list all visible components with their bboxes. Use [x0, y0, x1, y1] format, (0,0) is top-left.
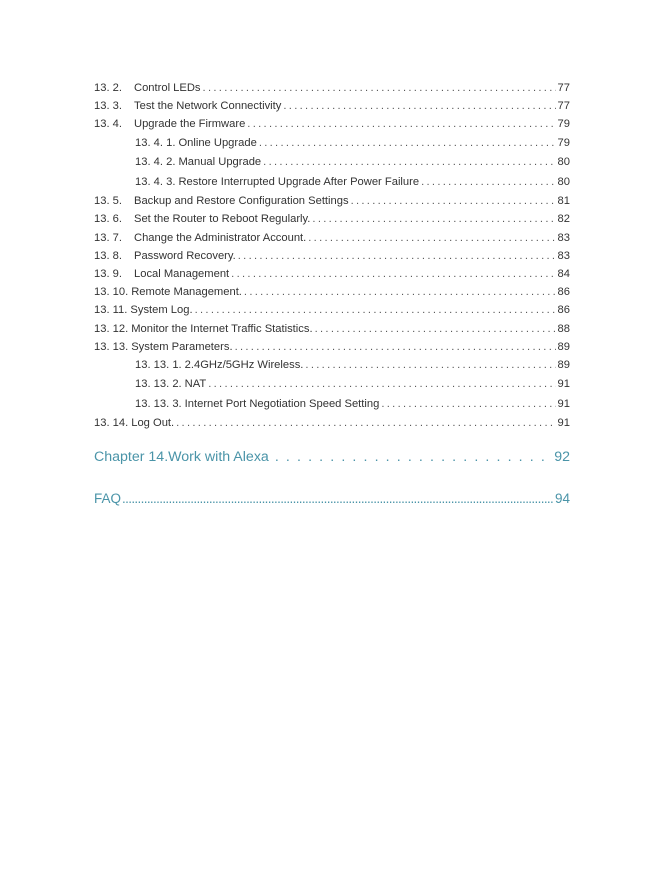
- toc-entry-page: 79: [557, 136, 570, 149]
- toc-entry-13-13-2[interactable]: [135, 375, 570, 395]
- toc-entry-number: 13. 10.: [94, 286, 129, 299]
- dot-leader: [244, 283, 556, 301]
- toc-entry-number: 13. 4. 1.: [135, 136, 176, 149]
- toc-entry-13-4-3[interactable]: [135, 173, 570, 193]
- dot-leader: [203, 79, 556, 97]
- toc-entry-page: 89: [557, 340, 570, 353]
- toc-entry-number: 13. 4.: [94, 118, 122, 131]
- faq-page: 94: [554, 490, 570, 506]
- toc-entry-page: 84: [557, 267, 570, 280]
- toc-entry-13-13-1[interactable]: [135, 356, 570, 376]
- toc-entry-number: 13. 14.: [94, 417, 129, 430]
- toc-entry-page: 80: [557, 175, 570, 188]
- table-of-contents: [94, 79, 570, 506]
- toc-entry-title: NAT: [184, 378, 207, 391]
- toc-entry-number: 13. 11.: [94, 304, 128, 317]
- dot-leader: [195, 301, 556, 319]
- toc-entry-title: Log Out.: [131, 417, 175, 430]
- toc-entry-title: Monitor the Internet Traffic Statistics.: [131, 322, 313, 335]
- toc-entry-13-10[interactable]: [94, 283, 570, 301]
- toc-entry-number: 13. 4. 2.: [135, 156, 176, 169]
- toc-entry-title: Manual Upgrade: [178, 156, 262, 169]
- dot-leader: [235, 338, 556, 356]
- chapter-title: Chapter 14.Work with Alexa: [94, 448, 269, 465]
- dot-leader: [259, 134, 556, 154]
- toc-entry-number: 13. 3.: [94, 100, 122, 113]
- dot-leader: [263, 153, 555, 173]
- toc-entry-title: System Log.: [130, 304, 193, 317]
- dot-leader: [315, 320, 556, 338]
- dot-leader: [238, 247, 556, 265]
- toc-faq[interactable]: [94, 491, 570, 506]
- dot-leader: [421, 173, 555, 193]
- dot-leader: [305, 356, 555, 376]
- toc-entry-13-13[interactable]: [94, 338, 570, 356]
- dot-leader: [275, 449, 548, 465]
- toc-entry-13-4[interactable]: [94, 115, 570, 133]
- dot-leader: [231, 265, 555, 283]
- toc-entry-page: 77: [557, 100, 570, 113]
- toc-entry-title: Remote Management.: [131, 286, 242, 299]
- toc-chapter-14[interactable]: [94, 449, 570, 471]
- toc-entry-number: 13. 13. 1.: [135, 358, 182, 371]
- toc-entry-title: Online Upgrade: [178, 136, 257, 149]
- toc-entry-page: 91: [557, 417, 570, 430]
- dot-leader: [208, 375, 555, 395]
- toc-entry-page: 83: [557, 231, 570, 244]
- chapter-page: 92: [554, 448, 570, 465]
- toc-entry-page: 80: [557, 156, 570, 169]
- toc-entry-13-13-3[interactable]: [135, 395, 570, 415]
- dot-leader: [122, 491, 554, 506]
- toc-entry-title: Set the Router to Reboot Regularly.: [134, 213, 311, 226]
- toc-entry-title: Internet Port Negotiation Speed Setting: [184, 397, 380, 410]
- toc-entry-title: 2.4GHz/5GHz Wireless.: [184, 358, 304, 371]
- toc-entry-13-7[interactable]: [94, 229, 570, 247]
- toc-entry-page: 83: [557, 249, 570, 262]
- toc-entry-page: 89: [557, 358, 570, 371]
- dot-leader: [351, 192, 556, 210]
- dot-leader: [308, 229, 555, 247]
- toc-entry-page: 82: [557, 213, 570, 226]
- toc-entry-title: Password Recovery.: [134, 249, 236, 262]
- toc-entry-13-3[interactable]: [94, 97, 570, 115]
- dot-leader: [176, 414, 555, 432]
- toc-entry-page: 91: [557, 397, 570, 410]
- toc-entry-13-6[interactable]: [94, 210, 570, 228]
- toc-entry-title: Local Management: [134, 267, 230, 280]
- toc-entry-number: 13. 5.: [94, 195, 122, 208]
- toc-entry-number: 13. 7.: [94, 231, 122, 244]
- toc-entry-13-14[interactable]: [94, 414, 570, 432]
- toc-entry-number: 13. 13.: [94, 340, 129, 353]
- toc-entry-13-12[interactable]: [94, 320, 570, 338]
- toc-entry-13-11[interactable]: [94, 301, 570, 319]
- toc-entry-page: 86: [557, 304, 570, 317]
- dot-leader: [283, 97, 555, 115]
- toc-entry-title: Upgrade the Firmware: [134, 118, 246, 131]
- toc-entry-number: 13. 2.: [94, 82, 122, 94]
- toc-entry-title: Change the Administrator Account.: [134, 231, 307, 244]
- toc-entry-number: 13. 8.: [94, 249, 122, 262]
- toc-entry-page: 81: [557, 195, 570, 208]
- toc-entry-13-2[interactable]: [94, 79, 570, 97]
- dot-leader: [381, 395, 555, 415]
- toc-entry-13-4-1[interactable]: [135, 134, 570, 154]
- toc-entry-number: 13. 4. 3.: [135, 175, 176, 188]
- toc-entry-number: 13. 12.: [94, 322, 129, 335]
- toc-entry-13-5[interactable]: [94, 192, 570, 210]
- toc-entry-number: 13. 13. 2.: [135, 378, 182, 391]
- toc-entry-page: 79: [557, 118, 570, 131]
- dot-leader: [312, 210, 555, 228]
- toc-entry-13-8[interactable]: [94, 247, 570, 265]
- toc-entry-title: Restore Interrupted Upgrade After Power Failure: [178, 175, 420, 188]
- toc-entry-page: 86: [557, 286, 570, 299]
- toc-entry-page: 88: [557, 322, 570, 335]
- toc-entry-number: 13. 13. 3.: [135, 397, 182, 410]
- toc-entry-number: 13. 6.: [94, 213, 122, 226]
- toc-entry-number: 13. 9.: [94, 267, 122, 280]
- toc-entry-title: System Parameters.: [131, 340, 233, 353]
- toc-entry-page: 91: [557, 378, 570, 391]
- toc-entry-title: Test the Network Connectivity: [134, 100, 282, 113]
- toc-entry-13-4-2[interactable]: [135, 153, 570, 173]
- dot-leader: [247, 115, 555, 133]
- toc-entry-title: Backup and Restore Configuration Settings: [134, 195, 349, 208]
- toc-entry-title: Control LEDs: [134, 82, 201, 94]
- faq-title: FAQ: [94, 490, 122, 506]
- toc-entry-13-9[interactable]: [94, 265, 570, 283]
- toc-entry-page: 77: [557, 82, 570, 94]
